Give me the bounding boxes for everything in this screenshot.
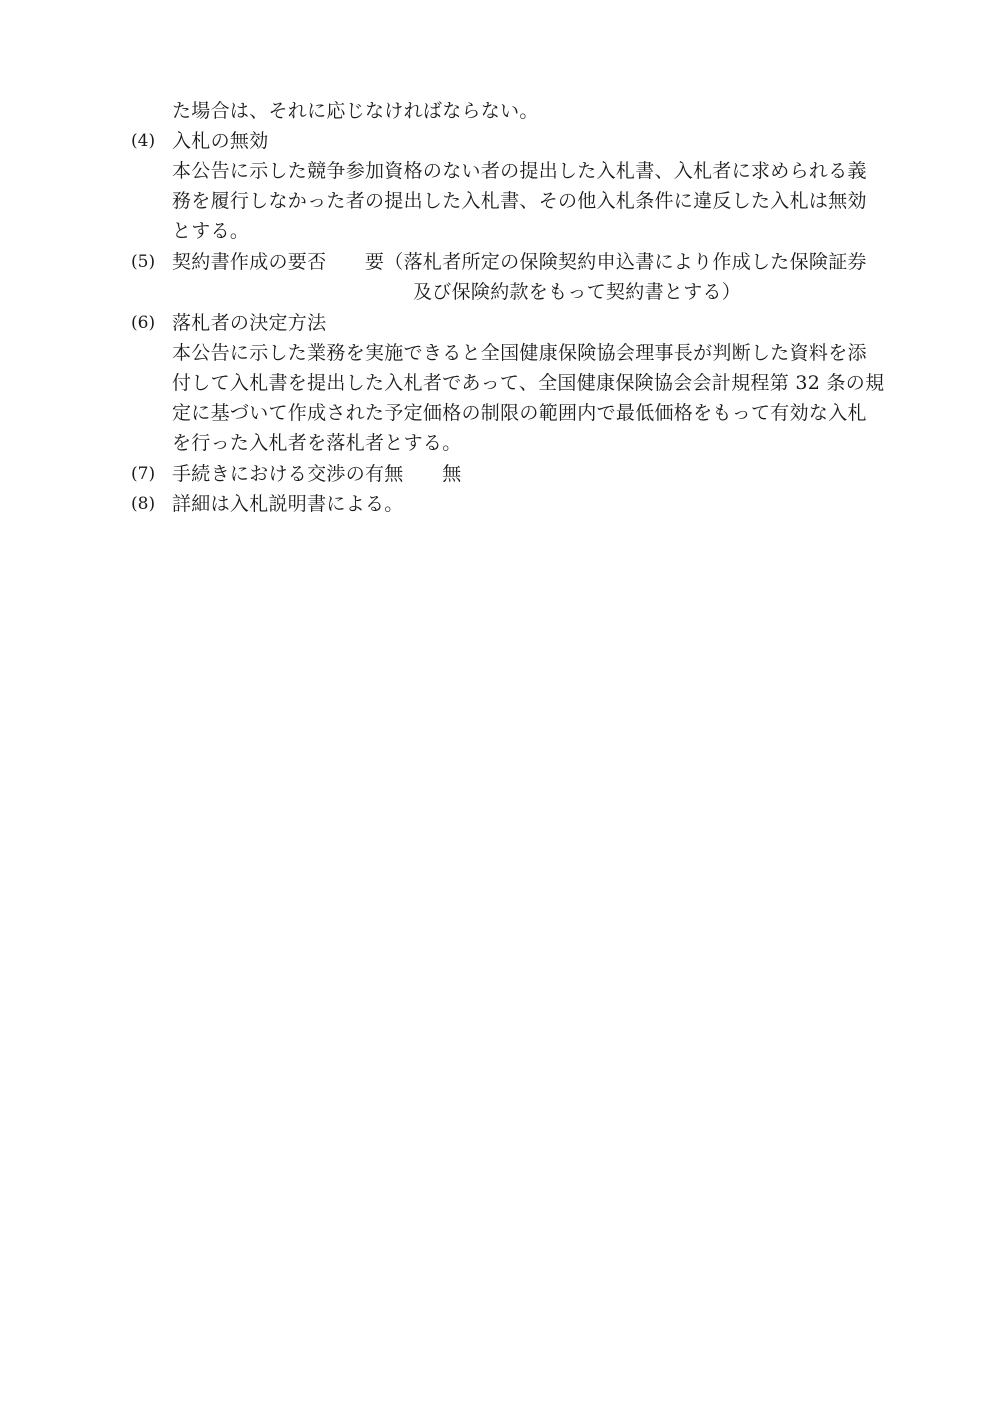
item-4-body-line-3: とする。	[172, 220, 250, 242]
item-4-body-line-2: 務を履行しなかった者の提出した入札書、その他入札条件に違反した入札は無効	[172, 190, 867, 212]
item-7-title: 手続きにおける交渉の有無 無	[172, 463, 462, 485]
item-6-body-line-2: 付して入札書を提出した入札者であって、全国健康保険協会会計規程第 32 条の規	[172, 372, 885, 394]
item-4-number: (4)	[131, 131, 156, 151]
item-6-title: 落札者の決定方法	[172, 312, 327, 334]
item-6-body-line-3: 定に基づいて作成された予定価格の制限の範囲内で最低価格をもって有効な入札	[172, 402, 867, 424]
item-8-title: 詳細は入札説明書による。	[172, 493, 404, 515]
item-5-number: (5)	[131, 252, 156, 272]
item-4-body-line-1: 本公告に示した競争参加資格のない者の提出した入札書、入札者に求められる義	[172, 160, 867, 182]
item-6-body-line-1: 本公告に示した業務を実施できると全国健康保険協会理事長が判断した資料を添	[172, 342, 867, 364]
item-7-number: (7)	[131, 464, 156, 484]
intro-tail-text: た場合は、それに応じなければならない。	[172, 100, 539, 122]
item-4-title: 入札の無効	[172, 130, 269, 152]
item-5-continuation: 及び保険約款をもって契約書とする）	[413, 281, 742, 303]
item-6-number: (6)	[131, 313, 156, 333]
item-8-number: (8)	[131, 494, 156, 514]
item-6-body-line-4: を行った入札者を落札者とする。	[172, 432, 462, 454]
item-5-title: 契約書作成の要否 要（落札者所定の保険契約申込書により作成した保険証券	[172, 251, 867, 273]
